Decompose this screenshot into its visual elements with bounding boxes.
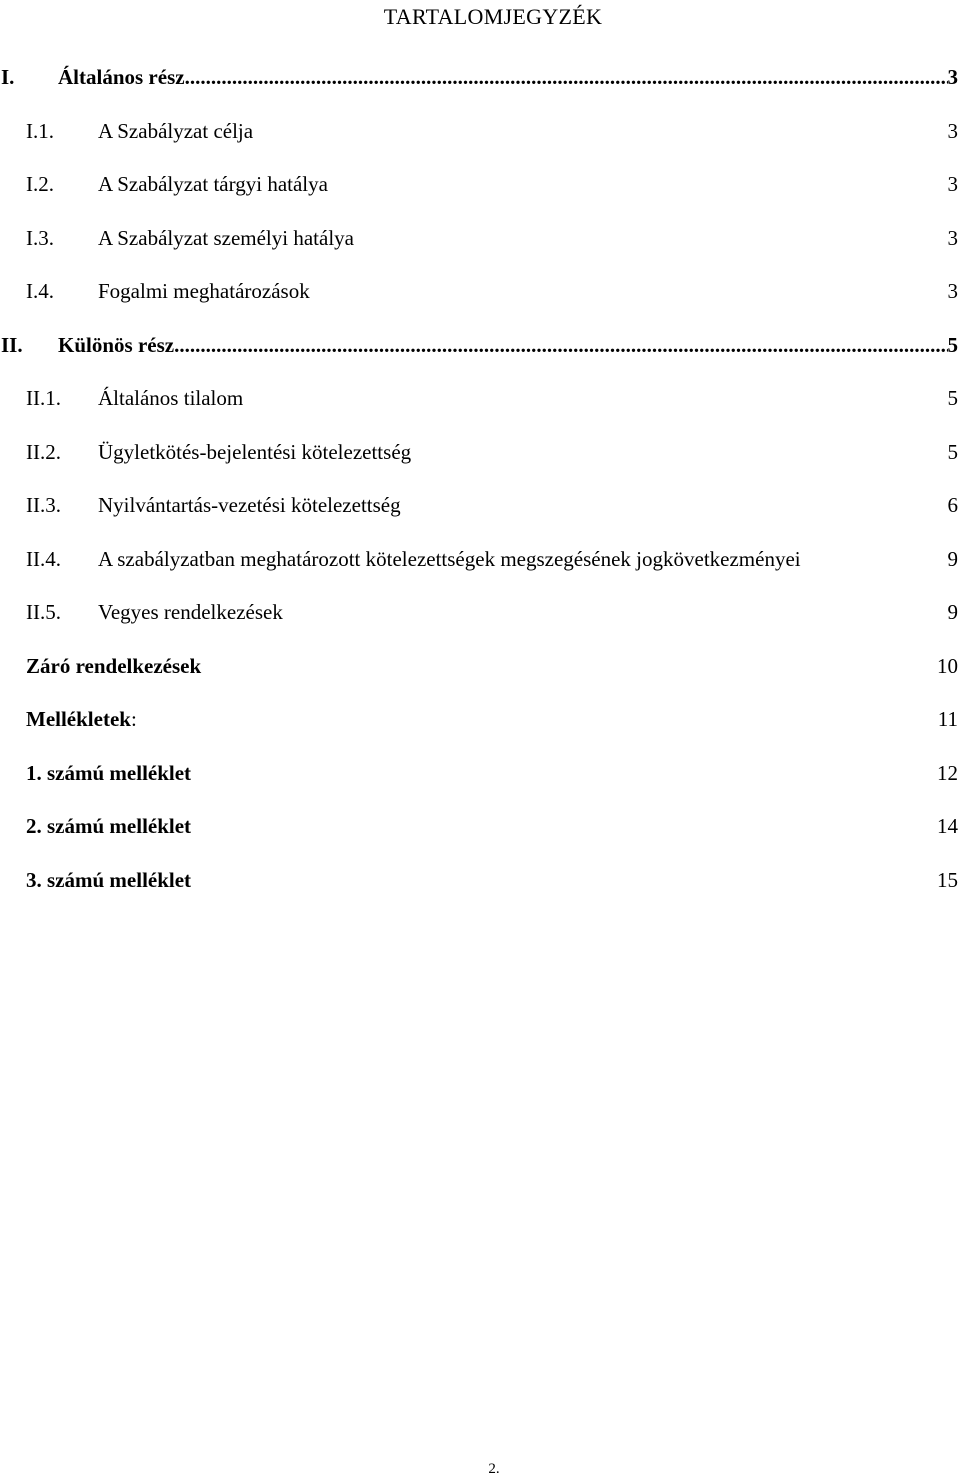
- toc-entry-page: 9: [947, 600, 958, 624]
- toc-entry-label: Nyilvántartás-vezetési kötelezettség: [98, 493, 401, 517]
- toc-entry-page: 3: [947, 279, 958, 303]
- dot-leader: [185, 55, 948, 99]
- toc-entry-ii-2[interactable]: [0, 430, 960, 484]
- toc-entry-label: Fogalmi meghatározások: [98, 279, 310, 303]
- dot-leader: [174, 323, 947, 367]
- toc-entry-number: I.3.: [26, 225, 54, 250]
- toc-entry-label: 2. számú melléklet: [26, 814, 192, 838]
- toc-entry-ii-5[interactable]: [0, 590, 960, 644]
- toc-entry-ii-3[interactable]: [0, 483, 960, 537]
- toc-entry-number: I.: [1, 65, 15, 89]
- table-of-contents: [0, 55, 960, 911]
- toc-entry-label: A Szabályzat személyi hatálya: [98, 225, 354, 250]
- toc-entry-page: 11: [937, 707, 958, 731]
- toc-entry-leader: [58, 55, 958, 99]
- toc-entry-number: II.4.: [26, 546, 61, 571]
- toc-entry-page: 3: [947, 172, 958, 196]
- toc-entry-leader: [58, 323, 958, 367]
- toc-entry-part-1[interactable]: [0, 55, 960, 109]
- toc-entry-label-suffix: :: [130, 707, 137, 731]
- toc-entry-annex-1[interactable]: [0, 751, 960, 805]
- toc-entry-label: Záró rendelkezések: [26, 653, 202, 678]
- toc-entry-page: 9: [947, 546, 958, 571]
- toc-entry-label: Általános rész: [58, 65, 185, 89]
- toc-entry-i-3[interactable]: [0, 216, 960, 270]
- toc-entry-i-2[interactable]: [0, 162, 960, 216]
- toc-entry-annex-2[interactable]: [0, 804, 960, 858]
- toc-entry-page: 3: [947, 65, 958, 89]
- toc-entry-number: II.1.: [26, 386, 61, 410]
- toc-entry-annex-3[interactable]: [0, 858, 960, 912]
- toc-entry-ii-4[interactable]: [0, 537, 960, 591]
- page-number: 2.: [488, 1461, 500, 1477]
- toc-entry-i-4[interactable]: [0, 269, 960, 323]
- page-title: TARTALOMJEGYZÉK: [383, 4, 603, 29]
- toc-entry-label: Vegyes rendelkezések: [98, 600, 283, 624]
- toc-entry-number: I.1.: [26, 118, 54, 143]
- toc-entry-page: 5: [947, 439, 958, 464]
- toc-entry-number: I.4.: [26, 279, 54, 303]
- toc-entry-number: I.2.: [26, 172, 54, 196]
- toc-entry-page: 12: [937, 760, 958, 785]
- toc-entry-number: II.5.: [26, 600, 61, 624]
- toc-entry-page: 3: [947, 118, 958, 143]
- toc-entry-page: 5: [947, 386, 958, 410]
- toc-entry-page: 15: [937, 867, 958, 892]
- toc-entry-number: II.2.: [26, 439, 61, 464]
- toc-entry-label: 1. számú melléklet: [26, 760, 192, 785]
- toc-entry-label: A Szabályzat célja: [98, 118, 254, 143]
- toc-entry-label: Különös rész: [58, 332, 175, 357]
- toc-entry-label: A szabályzatban meghatározott kötelezettségek megszegésének jogkövetkezményei: [98, 546, 801, 571]
- toc-entry-label: A Szabályzat tárgyi hatálya: [98, 172, 328, 196]
- toc-entry-ii-1[interactable]: [0, 376, 960, 430]
- toc-entry-closing-provisions[interactable]: [0, 644, 960, 698]
- toc-entry-label: Ügyletkötés-bejelentési kötelezettség: [98, 439, 412, 464]
- toc-entry-page: 10: [937, 653, 958, 678]
- toc-entry-page: 14: [937, 814, 958, 838]
- toc-entry-number: II.3.: [26, 493, 61, 517]
- toc-entry-part-2[interactable]: [0, 323, 960, 377]
- toc-entry-label: 3. számú melléklet: [26, 867, 192, 892]
- toc-entry-number: II.: [1, 332, 23, 357]
- toc-entry-label: Általános tilalom: [98, 386, 244, 410]
- toc-entry-label: Mellékletek: [26, 707, 131, 731]
- toc-entry-annexes[interactable]: [0, 697, 960, 751]
- toc-entry-page: 5: [947, 332, 958, 357]
- toc-entry-label-wrap: [26, 697, 137, 741]
- toc-entry-page: 6: [947, 493, 958, 517]
- toc-entry-i-1[interactable]: [0, 109, 960, 163]
- toc-entry-page: 3: [947, 225, 958, 250]
